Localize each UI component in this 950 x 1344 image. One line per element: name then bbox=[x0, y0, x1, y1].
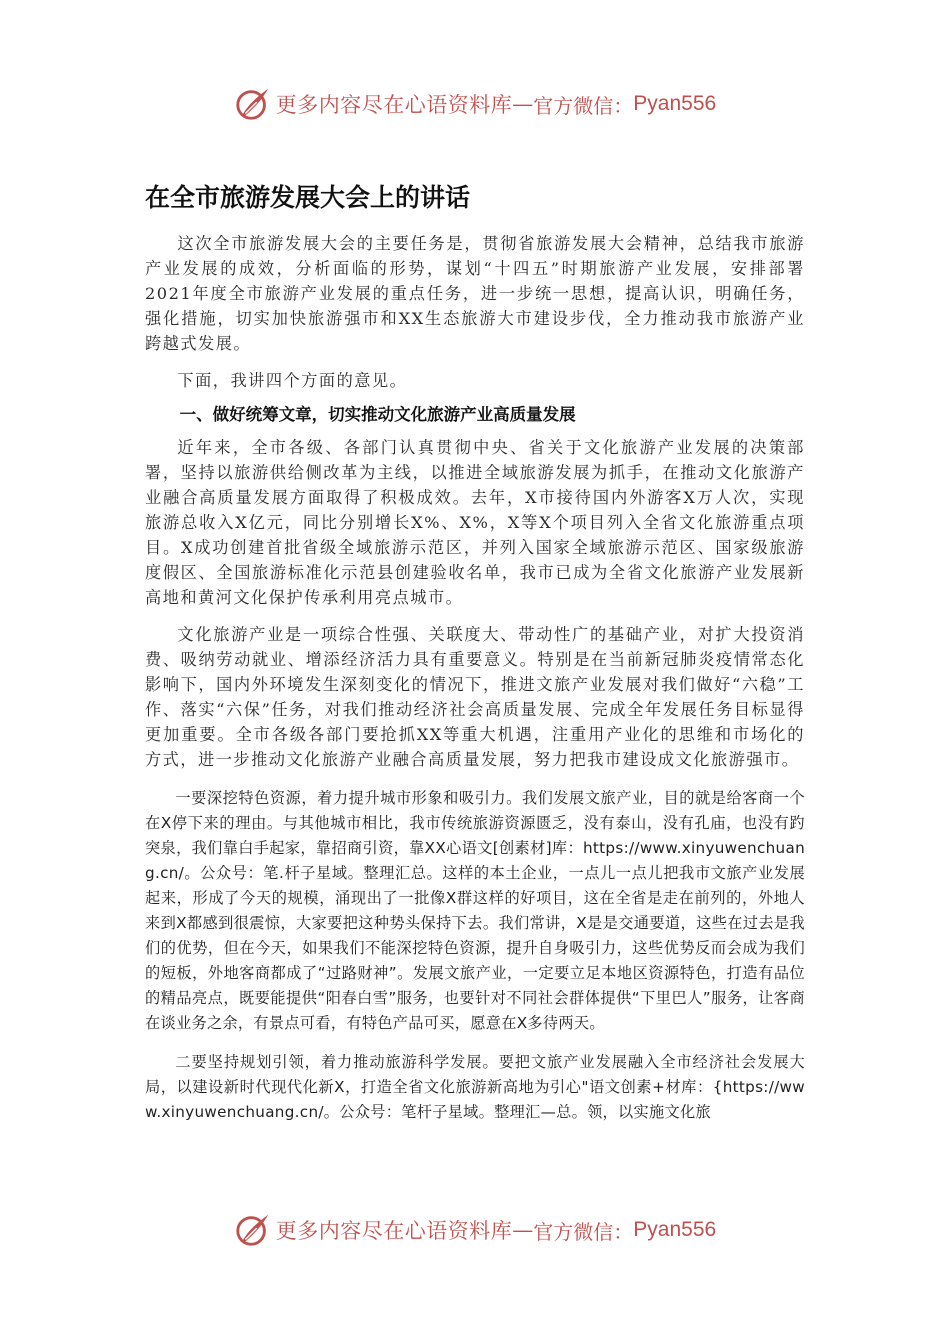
document-title: 在全市旅游发展大会上的讲话 bbox=[145, 183, 471, 212]
paragraph-achievements: 近年来，全市各级、各部门认真贯彻中央、省关于文化旅游产业发展的决策部署，坚持以旅游供给侧改革为主线，以推进全域旅游发展为抓手，在推动文化旅游产业融合高质量发展方面取得了积极成效。去年，X市接待国内外游客X万人次，实现旅游总收入X亿元，同比分别增长X%、X%，X等X个项目列入全省文化旅游重点项目。X成功创建首批省级全域旅游示范区，并列入国家全域旅游示范区、国家级旅游度假区、全国旅游标准化示范县创建验收名单，我市已成为全省文化旅游产业发展新高地和黄河文化保护传承利用亮点城市。 bbox=[145, 438, 805, 607]
paragraph-significance: 文化旅游产业是一项综合性强、关联度大、带动性广的基础产业，对扩大投资消费、吸纳劳动就业、增添经济活力具有重要意义。特别是在当前新冠肺炎疫情常态化影响下，国内外环境发生深刻变化的情况下，推进文旅产业发展对我们做好“六稳”工作、落实“六保”任务，对我们推动经济社会高质量发展、完成全年发展任务目标显得更加重要。全市各级各部门要抢抓XX等重大机遇，注重用产业化的思维和市场化的方式，进一步推动文化旅游产业融合高质量发展，努力把我市建设成文化旅游强市。 bbox=[145, 625, 805, 769]
banner-separator: — bbox=[512, 92, 534, 116]
banner-separator: — bbox=[512, 1218, 534, 1242]
paragraph-point-2: 二要坚持规划引领，着力推动旅游科学发展。要把文旅产业发展融入全市经济社会发展大局，以建设新时代现代化新X，打造全省文化旅游新高地为引心"语文创素+材库：{https://www.xinyuwenchuang.cn/。公众号：笔杆子星域。整理汇—总。领，以实施文化旅 bbox=[145, 1053, 805, 1121]
banner-wechat-label: 官方微信： bbox=[533, 1219, 634, 1244]
footer-banner bbox=[0, 1210, 950, 1250]
section-heading-1: 一、做好统筹文章，切实推动文化旅游产业高质量发展 bbox=[179, 405, 576, 424]
paragraph-outline: 下面，我讲四个方面的意见。 bbox=[177, 371, 408, 390]
banner-main-text: 更多内容尽在心语资料库 bbox=[275, 93, 513, 117]
banner-wechat-label: 官方微信： bbox=[533, 93, 634, 118]
banner-wechat-id: Pyan556 bbox=[633, 1218, 717, 1241]
banner-wechat-id: Pyan556 bbox=[633, 92, 717, 115]
paragraph-intro: 这次全市旅游发展大会的主要任务是，贯彻省旅游发展大会精神，总结我市旅游产业发展的成效，分析面临的形势，谋划“十四五”时期旅游产业发展，安排部署2021年度全市旅游产业发展的重点任务，进一步统一思想，提高认识，明确任务，强化措施，切实加快旅游强市和XX生态旅游大市建设步伐，全力推动我市旅游产业跨越式发展。 bbox=[145, 234, 805, 353]
header-banner bbox=[0, 84, 950, 124]
quill-logo-icon bbox=[234, 1211, 272, 1249]
banner-main-text: 更多内容尽在心语资料库 bbox=[275, 1219, 513, 1243]
document-body bbox=[145, 231, 805, 1125]
quill-logo-icon bbox=[234, 85, 272, 123]
paragraph-point-1: 一要深挖特色资源，着力提升城市形象和吸引力。我们发展文旅产业，目的就是给客商一个在X停下来的理由。与其他城市相比，我市传统旅游资源匮乏，没有泰山，没有孔庙，也没有趵突泉，我们靠白手起家，靠招商引资，靠XX心语文[创素材]库：https://www.xinyuwenchuang.cn/。公众号：笔.杆子星域。整理汇总。这样的本土企业，一点儿一点儿把我市文旅产业发展起来，形成了今天的规模，涌现出了一批像X群这样的好项目，这在全省是走在前列的，外地人来到X都感到很震惊，大家要把这种势头保持下去。我们常讲，X是是交通要道，这些在过去是我们的优势，但在今天，如果我们不能深挖特色资源，提升自身吸引力，这些优势反而会成为我们的短板，外地客商都成了“过路财神”。发展文旅产业，一定要立足本地区资源特色，打造有品位的精品亮点，既要能提供“阳春白雪”服务，也要针对不同社会群体提供“下里巴人”服务，让客商在谈业务之余，有景点可看，有特色产品可买，愿意在X多待两天。 bbox=[145, 789, 805, 1032]
